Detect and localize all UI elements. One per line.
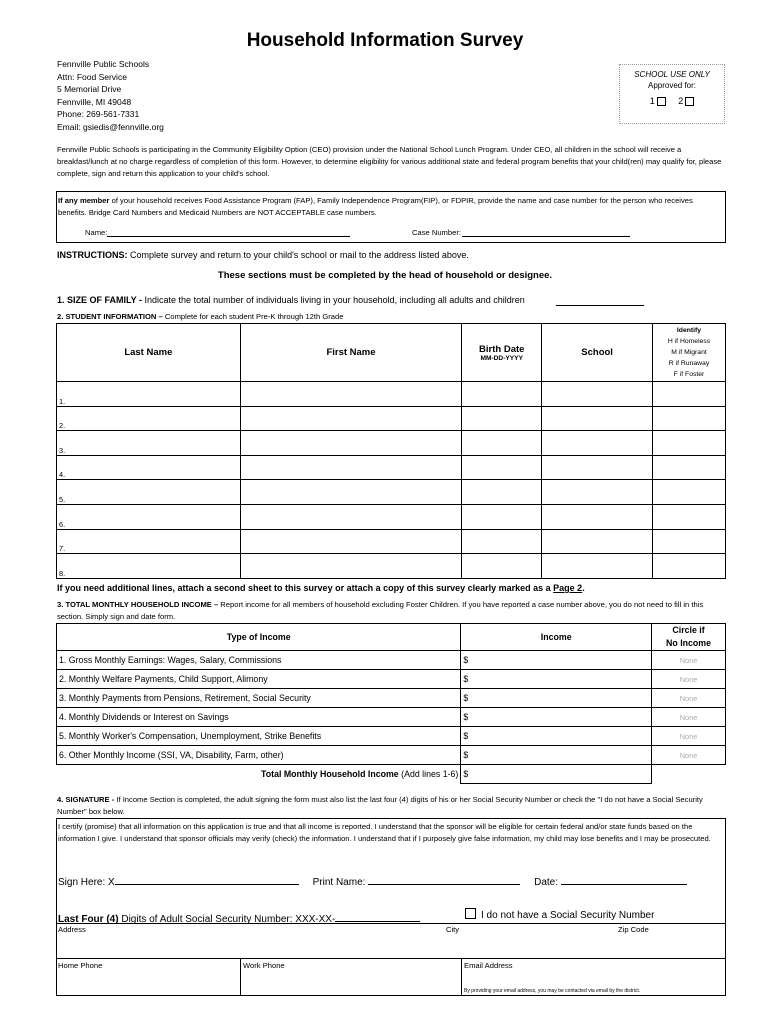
address-line: Fennville Public Schools (57, 59, 150, 69)
school-address (57, 58, 164, 133)
first-name-cell[interactable] (240, 455, 462, 480)
print-name-label: Print Name: (312, 877, 366, 888)
zip-code-label: Zip Code (618, 925, 649, 934)
signature-question (57, 794, 725, 818)
school-cell[interactable] (542, 554, 653, 579)
none-option[interactable]: None (652, 651, 726, 670)
instructions-label: INSTRUCTIONS: (57, 250, 128, 260)
benefit-name-field[interactable] (107, 236, 350, 237)
birth-date-cell[interactable] (462, 382, 542, 407)
divider (56, 923, 726, 924)
first-name-header: First Name (240, 324, 462, 382)
income-type-cell: 6. Other Monthly Income (SSI, VA, Disability, Farm, other) (57, 746, 461, 765)
table-row (57, 480, 726, 505)
last-name-cell[interactable]: 7. (57, 529, 241, 554)
table-row (57, 504, 726, 529)
income-question (57, 599, 725, 623)
address-field[interactable] (58, 935, 724, 957)
divider (461, 958, 462, 996)
table-row (57, 746, 726, 765)
income-amount-cell[interactable]: $ (461, 746, 652, 765)
table-row (57, 406, 726, 431)
first-name-cell[interactable] (240, 504, 462, 529)
home-phone-label: Home Phone (58, 961, 103, 970)
last-name-cell[interactable]: 3. (57, 431, 241, 456)
school-cell[interactable] (542, 504, 653, 529)
address-line: Attn: Food Service (57, 71, 127, 82)
last-name-cell[interactable]: 8. (57, 554, 241, 579)
birth-date-cell[interactable] (462, 504, 542, 529)
identify-cell[interactable] (653, 480, 726, 505)
section-heading: These sections must be completed by the head of household or designee. (217, 270, 553, 281)
family-size-label: 1. SIZE OF FAMILY - (57, 295, 143, 305)
total-row (57, 765, 726, 784)
income-type-cell: 1. Gross Monthly Earnings: Wages, Salary, Commissions (57, 651, 461, 670)
first-name-cell[interactable] (240, 406, 462, 431)
student-info-question (57, 312, 343, 321)
signature-field[interactable] (115, 873, 299, 885)
income-type-cell: 4. Monthly Dividends or Interest on Savings (57, 708, 461, 727)
income-amount-cell[interactable]: $ (461, 651, 652, 670)
city-label: City (446, 925, 460, 934)
page-2-link: Page 2 (553, 583, 583, 593)
school-cell[interactable] (542, 382, 653, 407)
family-size-field[interactable] (556, 305, 644, 306)
benefit-name-label: Name: (85, 228, 108, 237)
table-row (57, 431, 726, 456)
instructions (57, 250, 469, 260)
table-row (57, 651, 726, 670)
identify-header: Identify H if Homeless M if Migrant R if Runaway F if Foster (653, 324, 726, 382)
case-number-label: Case Number: (412, 228, 461, 237)
table-row (57, 455, 726, 480)
income-type-cell: 2. Monthly Welfare Payments, Child Support, Alimony (57, 670, 461, 689)
student-info-text: Complete for each student Pre-K through 12th Grade (162, 312, 344, 321)
income-amount-cell[interactable]: $ (461, 670, 652, 689)
address-label: Address (58, 925, 86, 934)
if-any-member-label: If any member (58, 196, 110, 205)
student-info-label: 2. STUDENT INFORMATION – (57, 312, 163, 321)
income-table-header (57, 624, 726, 651)
birth-date-header: Birth Date MM-DD-YYYY (462, 324, 542, 382)
school-cell[interactable] (542, 406, 653, 431)
last-name-cell[interactable]: 2. (57, 406, 241, 431)
type-of-income-header: Type of Income (57, 624, 461, 651)
income-text: Report income for all members of household excluding Foster Children. If you have reported a case number above, you do not need to fill in this section. Simply sign and date form. (57, 600, 704, 621)
total-income-cell[interactable]: $ (461, 765, 652, 784)
school-cell[interactable] (542, 529, 653, 554)
birth-date-cell[interactable] (462, 529, 542, 554)
address-line: Phone: 269-561-7331 (57, 109, 140, 119)
income-amount-cell[interactable]: $ (461, 708, 652, 727)
none-option[interactable]: None (652, 670, 726, 689)
address-line: Fennville, MI 49048 (57, 96, 132, 107)
email-note: By providing your email address, you may be contacted via email by the district. (464, 988, 641, 994)
none-option[interactable]: None (652, 746, 726, 765)
address-line: Email: gsiedis@fennville.org (57, 121, 164, 132)
income-type-cell: 5. Monthly Worker's Compensation, Unemployment, Strike Benefits (57, 727, 461, 746)
none-option[interactable]: None (652, 708, 726, 727)
date-label: Date: (534, 877, 558, 888)
identify-cell[interactable] (653, 504, 726, 529)
approved-2-checkbox[interactable] (685, 97, 694, 106)
no-ssn-label: I do not have a Social Security Number (481, 910, 655, 921)
first-name-cell[interactable] (240, 382, 462, 407)
approved-label: Approved for: (647, 81, 697, 90)
student-table-header (57, 324, 726, 382)
form-title: Household Information Survey (246, 30, 524, 51)
ssn-text: Digits of Adult Social Security Number: XXX-XX- (118, 914, 336, 925)
school-cell[interactable] (542, 455, 653, 480)
school-header: School (542, 324, 653, 382)
case-number-instructions (58, 195, 723, 219)
circle-if-none-header: Circle if No Income (652, 624, 726, 651)
identify-cell[interactable] (653, 554, 726, 579)
identify-cell[interactable] (653, 529, 726, 554)
case-number-field[interactable] (462, 236, 630, 237)
sign-here-label: Sign Here: X (58, 877, 115, 888)
last-name-header: Last Name (57, 324, 241, 382)
identify-cell[interactable] (653, 455, 726, 480)
member-box-text: of your household receives Food Assistance Program (FAP), Family Independence Program(FIP), or FDPIR, provide the name and case number for the person who receives benefits. Bridge Card Numbers and Medicaid Numbers are NOT ACCEPTABLE case numbers. (58, 196, 693, 217)
birth-date-cell[interactable] (462, 431, 542, 456)
table-row (57, 727, 726, 746)
table-row (57, 554, 726, 579)
email-address-label: Email Address (464, 961, 513, 970)
first-name-cell[interactable] (240, 431, 462, 456)
school-use-heading: SCHOOL USE ONLY (634, 70, 710, 79)
divider (56, 958, 726, 959)
approved-1-checkbox[interactable] (657, 97, 666, 106)
ssn-field[interactable] (335, 910, 420, 922)
certify-statement: I certify (promise) that all information on this application is true and that all income is reported. I understand that the sponsor will be eligible for certain federal and/or state funds based on the information I give. I understand that sponsor officials may verify (check) the information. I understand that if I purposely give false information, my child may lose benefits and I may be prosecuted. (58, 822, 711, 843)
birth-date-cell[interactable] (462, 554, 542, 579)
identify-cell[interactable] (653, 431, 726, 456)
last-name-cell[interactable]: 6. (57, 504, 241, 529)
table-row (57, 529, 726, 554)
income-header: Income (461, 624, 652, 651)
first-name-cell[interactable] (240, 554, 462, 579)
none-option[interactable]: None (652, 689, 726, 708)
no-ssn-checkbox[interactable] (465, 908, 476, 919)
table-row (57, 708, 726, 727)
table-row (57, 689, 726, 708)
income-amount-cell[interactable]: $ (461, 727, 652, 746)
total-empty-cell (652, 765, 726, 784)
family-size-text: Indicate the total number of individuals living in your household, including all adults and children (142, 295, 525, 305)
income-type-cell: 3. Monthly Payments from Pensions, Retirement, Social Security (57, 689, 461, 708)
birth-date-cell[interactable] (462, 406, 542, 431)
address-line: 5 Memorial Drive (57, 84, 122, 94)
last-four-label: Last Four (4) (58, 914, 119, 925)
last-name-cell[interactable]: 1. (57, 382, 241, 407)
table-row (57, 670, 726, 689)
last-name-cell[interactable]: 4. (57, 455, 241, 480)
approved-option-2: 2 (678, 96, 684, 106)
last-name-cell[interactable]: 5. (57, 480, 241, 505)
instructions-text: Complete survey and return to your child's school or mail to the address listed above. (127, 250, 469, 260)
school-cell[interactable] (542, 431, 653, 456)
intro-paragraph: Fennville Public Schools is participating in the Community Eligibility Option (CEO) provision under the National School Lunch Program. Under CEO, all children in the school will receive a breakfast/lunch at no charge regardless of completion of this form. However, to determine eligibility for various additional state and federal program benefits that your child(ren) may qualify for, please complete, sign and return this application to your child's school. (57, 145, 722, 178)
first-name-cell[interactable] (240, 480, 462, 505)
approved-option-1: 1 (649, 96, 655, 106)
income-amount-cell[interactable]: $ (461, 689, 652, 708)
birth-date-cell[interactable] (462, 455, 542, 480)
identify-cell[interactable] (653, 382, 726, 407)
divider (240, 958, 241, 996)
date-field[interactable] (561, 873, 687, 885)
work-phone-label: Work Phone (243, 961, 285, 970)
none-option[interactable]: None (652, 727, 726, 746)
school-use-box (619, 64, 725, 124)
signature-label: 4. SIGNATURE - (57, 795, 115, 804)
school-cell[interactable] (542, 480, 653, 505)
identify-cell[interactable] (653, 406, 726, 431)
signature-line (58, 873, 687, 888)
first-name-cell[interactable] (240, 529, 462, 554)
income-label: 3. TOTAL MONTHLY HOUSEHOLD INCOME – (57, 600, 219, 609)
print-name-field[interactable] (368, 873, 520, 885)
birth-date-cell[interactable] (462, 480, 542, 505)
student-table (56, 323, 726, 579)
no-ssn-option[interactable] (465, 908, 654, 921)
family-size-question (57, 295, 525, 305)
signature-text: If Income Section is completed, the adult signing the form must also list the last four (4) digits of his or her Social Security Number or check the "I do not have a Social Security Number" box below. (57, 795, 703, 816)
table-row (57, 382, 726, 407)
total-label-cell: Total Monthly Household Income (Add lines 1-6) (57, 765, 461, 784)
income-table (56, 623, 726, 784)
additional-lines-note: If you need additional lines, attach a second sheet to this survey or attach a copy of this survey clearly marked as a Page 2. (57, 583, 585, 593)
